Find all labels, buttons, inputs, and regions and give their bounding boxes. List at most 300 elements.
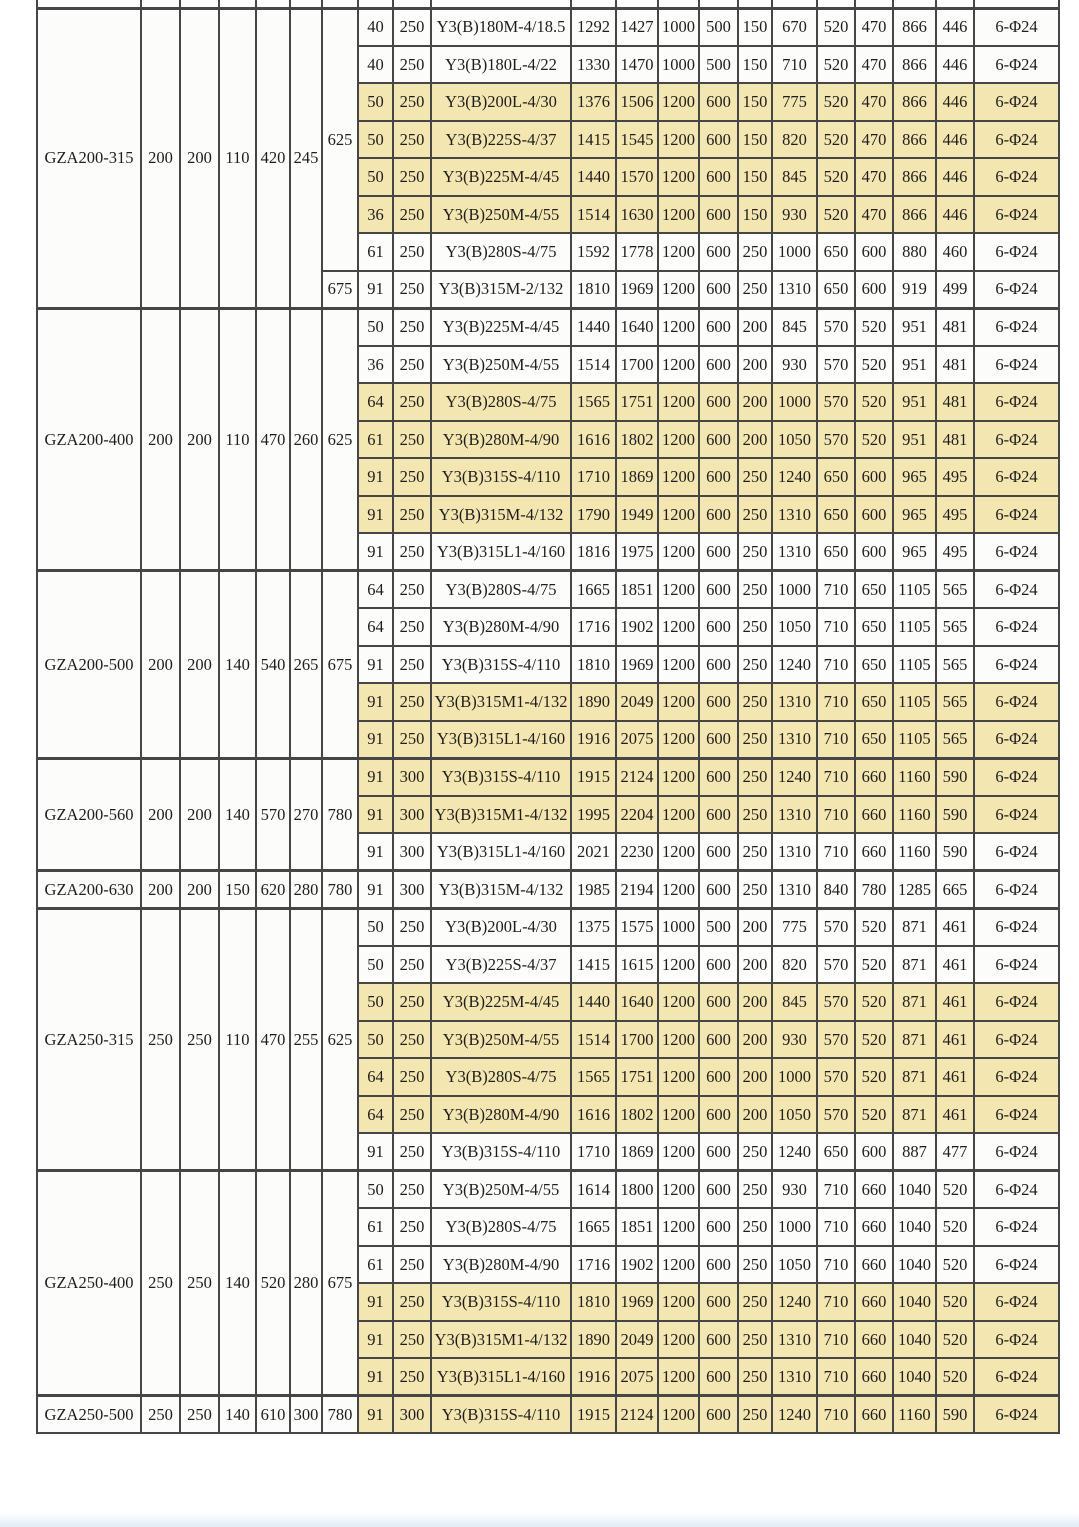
dim-cell: 420: [256, 8, 290, 308]
spec-value-cell: 250: [393, 458, 431, 496]
spec-value-cell: 200: [738, 946, 772, 984]
spec-value-cell: 1969: [616, 646, 658, 684]
spec-value-cell: 520: [855, 983, 893, 1021]
spec-value-cell: 50: [358, 158, 393, 196]
spec-value-cell: 446: [936, 46, 974, 84]
holes-spec-cell: 6-Φ24: [974, 8, 1059, 46]
cropped-row-cell: [616, 0, 658, 8]
holes-spec-cell: 6-Φ24: [974, 458, 1059, 496]
spec-value-cell: 250: [738, 646, 772, 684]
dim-cell: 520: [256, 1171, 290, 1396]
dim-cell: 570: [256, 758, 290, 871]
spec-value-cell: 1310: [772, 833, 817, 871]
spec-value-cell: 200: [738, 421, 772, 459]
spec-value-cell: 951: [893, 383, 936, 421]
spec-value-cell: 520: [855, 908, 893, 946]
spec-value-cell: 520: [817, 158, 855, 196]
spec-value-cell: 150: [738, 46, 772, 84]
spec-value-cell: 250: [393, 46, 431, 84]
spec-value-cell: 1310: [772, 721, 817, 759]
motor-model-cell: Y3(B)180M-4/18.5: [431, 8, 571, 46]
spec-value-cell: 1375: [571, 908, 616, 946]
spec-value-cell: 1615: [616, 946, 658, 984]
motor-model-cell: Y3(B)280M-4/90: [431, 1096, 571, 1134]
spec-value-cell: 1105: [893, 683, 936, 721]
spec-value-cell: 250: [738, 1133, 772, 1171]
spec-value-cell: 1285: [893, 871, 936, 909]
spec-value-cell: 461: [936, 1058, 974, 1096]
spec-value-cell: 1200: [658, 1133, 699, 1171]
spec-value-cell: 250: [393, 196, 431, 234]
dim-cell: 200: [141, 871, 180, 909]
spec-value-cell: 600: [699, 383, 738, 421]
motor-model-cell: Y3(B)315S-4/110: [431, 458, 571, 496]
spec-value-cell: 250: [393, 1283, 431, 1321]
spec-value-cell: 1802: [616, 1096, 658, 1134]
spec-value-cell: 600: [855, 1133, 893, 1171]
motor-model-cell: Y3(B)225S-4/37: [431, 121, 571, 159]
spec-value-cell: 460: [936, 233, 974, 271]
spec-value-cell: 600: [699, 421, 738, 459]
spec-value-cell: 1869: [616, 1133, 658, 1171]
spec-value-cell: 91: [358, 721, 393, 759]
spec-value-cell: 1915: [571, 1396, 616, 1434]
spec-value-cell: 660: [855, 1171, 893, 1209]
dim-cell: 250: [141, 1396, 180, 1434]
spec-value-cell: 1160: [893, 833, 936, 871]
spec-value-cell: 1050: [772, 421, 817, 459]
spec-value-cell: 866: [893, 196, 936, 234]
spec-value-cell: 91: [358, 271, 393, 309]
height-dim-cell: 625: [322, 908, 358, 1171]
dim-cell: 200: [141, 758, 180, 871]
spec-value-cell: 1105: [893, 571, 936, 609]
holes-spec-cell: 6-Φ24: [974, 1021, 1059, 1059]
spec-value-cell: 1440: [571, 158, 616, 196]
spec-value-cell: 1376: [571, 83, 616, 121]
spec-value-cell: 1810: [571, 271, 616, 309]
spec-value-cell: 660: [855, 833, 893, 871]
spec-value-cell: 520: [936, 1283, 974, 1321]
dim-cell: 150: [219, 871, 256, 909]
spec-value-cell: 1200: [658, 608, 699, 646]
spec-value-cell: 1816: [571, 533, 616, 571]
spec-value-cell: 250: [738, 1396, 772, 1434]
motor-model-cell: Y3(B)315M1-4/132: [431, 683, 571, 721]
spec-value-cell: 481: [936, 383, 974, 421]
spec-value-cell: 470: [855, 46, 893, 84]
spec-value-cell: 2049: [616, 1321, 658, 1359]
spec-value-cell: 64: [358, 1058, 393, 1096]
spec-value-cell: 600: [699, 1021, 738, 1059]
dim-cell: 200: [180, 871, 219, 909]
holes-spec-cell: 6-Φ24: [974, 1321, 1059, 1359]
motor-model-cell: Y3(B)280S-4/75: [431, 1058, 571, 1096]
spec-value-cell: 250: [393, 421, 431, 459]
spec-value-cell: 965: [893, 496, 936, 534]
spec-value-cell: 36: [358, 196, 393, 234]
spec-value-cell: 1710: [571, 458, 616, 496]
motor-model-cell: Y3(B)200L-4/30: [431, 83, 571, 121]
spec-value-cell: 1292: [571, 8, 616, 46]
holes-spec-cell: 6-Φ24: [974, 721, 1059, 759]
spec-value-cell: 1200: [658, 1321, 699, 1359]
spec-value-cell: 600: [699, 608, 738, 646]
spec-value-cell: 1200: [658, 571, 699, 609]
holes-spec-cell: 6-Φ24: [974, 571, 1059, 609]
motor-model-cell: Y3(B)225S-4/37: [431, 946, 571, 984]
spec-value-cell: 840: [817, 871, 855, 909]
spec-value-cell: 565: [936, 721, 974, 759]
model-cell: GZA250-315: [37, 908, 141, 1171]
spec-value-cell: 36: [358, 346, 393, 384]
spec-value-cell: 710: [817, 1321, 855, 1359]
spec-value-cell: 250: [393, 1208, 431, 1246]
cropped-row-cell: [936, 0, 974, 8]
spec-value-cell: 520: [817, 46, 855, 84]
spec-value-cell: 250: [393, 908, 431, 946]
spec-value-cell: 91: [358, 1133, 393, 1171]
spec-value-cell: 1105: [893, 646, 936, 684]
spec-value-cell: 250: [393, 1133, 431, 1171]
spec-value-cell: 710: [817, 608, 855, 646]
spec-value-cell: 1716: [571, 1246, 616, 1284]
spec-value-cell: 61: [358, 1246, 393, 1284]
spec-value-cell: 50: [358, 908, 393, 946]
spec-value-cell: 590: [936, 796, 974, 834]
spec-value-cell: 1040: [893, 1208, 936, 1246]
spec-value-cell: 1915: [571, 758, 616, 796]
spec-value-cell: 477: [936, 1133, 974, 1171]
spec-value-cell: 1710: [571, 1133, 616, 1171]
spec-value-cell: 1975: [616, 533, 658, 571]
spec-value-cell: 951: [893, 346, 936, 384]
spec-value-cell: 600: [699, 646, 738, 684]
cropped-row-cell: [974, 0, 1059, 8]
cropped-row-cell: [180, 0, 219, 8]
spec-value-cell: 91: [358, 458, 393, 496]
cropped-row-cell: [658, 0, 699, 8]
dim-cell: 110: [219, 308, 256, 571]
spec-value-cell: 250: [393, 308, 431, 346]
spec-value-cell: 600: [855, 458, 893, 496]
spec-value-cell: 61: [358, 1208, 393, 1246]
spec-value-cell: 1751: [616, 1058, 658, 1096]
holes-spec-cell: 6-Φ24: [974, 121, 1059, 159]
cropped-row-cell: [358, 0, 393, 8]
spec-value-cell: 50: [358, 1021, 393, 1059]
spec-value-cell: 40: [358, 8, 393, 46]
model-cell: GZA200-315: [37, 8, 141, 308]
spec-value-cell: 250: [393, 346, 431, 384]
motor-model-cell: Y3(B)315L1-4/160: [431, 533, 571, 571]
spec-value-cell: 1969: [616, 271, 658, 309]
spec-value-cell: 600: [699, 796, 738, 834]
dim-cell: 250: [180, 908, 219, 1171]
spec-value-cell: 250: [738, 1171, 772, 1209]
spec-value-cell: 600: [699, 721, 738, 759]
spec-value-cell: 1200: [658, 496, 699, 534]
motor-model-cell: Y3(B)280M-4/90: [431, 1246, 571, 1284]
spec-value-cell: 446: [936, 158, 974, 196]
spec-value-cell: 200: [738, 1058, 772, 1096]
dim-cell: 200: [180, 308, 219, 571]
spec-value-cell: 250: [393, 683, 431, 721]
holes-spec-cell: 6-Φ24: [974, 196, 1059, 234]
spec-value-cell: 1000: [658, 8, 699, 46]
spec-value-cell: 600: [855, 496, 893, 534]
spec-value-cell: 951: [893, 308, 936, 346]
spec-value-cell: 1200: [658, 271, 699, 309]
spec-value-cell: 250: [393, 233, 431, 271]
spec-value-cell: 250: [393, 646, 431, 684]
spec-value-cell: 1200: [658, 383, 699, 421]
spec-value-cell: 1640: [616, 308, 658, 346]
spec-value-cell: 600: [699, 833, 738, 871]
spec-value-cell: 650: [817, 271, 855, 309]
spec-value-cell: 1000: [772, 1058, 817, 1096]
spec-value-cell: 780: [855, 871, 893, 909]
spec-value-cell: 520: [855, 421, 893, 459]
dim-cell: 140: [219, 1171, 256, 1396]
spec-value-cell: 2204: [616, 796, 658, 834]
spec-value-cell: 1310: [772, 533, 817, 571]
spec-value-cell: 570: [817, 421, 855, 459]
spec-value-cell: 930: [772, 346, 817, 384]
spec-value-cell: 64: [358, 608, 393, 646]
spec-value-cell: 1200: [658, 83, 699, 121]
spec-value-cell: 91: [358, 833, 393, 871]
holes-spec-cell: 6-Φ24: [974, 83, 1059, 121]
spec-value-cell: 499: [936, 271, 974, 309]
spec-value-cell: 461: [936, 946, 974, 984]
spec-value-cell: 1310: [772, 1358, 817, 1396]
spec-value-cell: 600: [855, 233, 893, 271]
dim-cell: 610: [256, 1396, 290, 1434]
spec-value-cell: 590: [936, 1396, 974, 1434]
spec-value-cell: 600: [699, 1283, 738, 1321]
holes-spec-cell: 6-Φ24: [974, 271, 1059, 309]
spec-value-cell: 1200: [658, 196, 699, 234]
spec-value-cell: 1810: [571, 646, 616, 684]
spec-value-cell: 520: [936, 1208, 974, 1246]
holes-spec-cell: 6-Φ24: [974, 683, 1059, 721]
spec-value-cell: 481: [936, 421, 974, 459]
height-dim-cell: 625: [322, 308, 358, 571]
spec-value-cell: 1514: [571, 346, 616, 384]
spec-value-cell: 660: [855, 1396, 893, 1434]
spec-value-cell: 660: [855, 758, 893, 796]
spec-value-cell: 61: [358, 421, 393, 459]
spec-value-cell: 250: [738, 1283, 772, 1321]
spec-value-cell: 600: [855, 533, 893, 571]
dim-cell: 470: [256, 308, 290, 571]
spec-value-cell: 446: [936, 8, 974, 46]
spec-value-cell: 710: [817, 833, 855, 871]
spec-value-cell: 710: [817, 683, 855, 721]
cropped-row-cell: [37, 0, 141, 8]
motor-model-cell: Y3(B)225M-4/45: [431, 158, 571, 196]
spec-value-cell: 1105: [893, 608, 936, 646]
spec-value-cell: 565: [936, 608, 974, 646]
spec-value-cell: 600: [699, 1171, 738, 1209]
spec-value-cell: 1240: [772, 458, 817, 496]
cropped-row-cell: [141, 0, 180, 8]
dim-cell: 265: [290, 571, 322, 759]
spec-value-cell: 845: [772, 308, 817, 346]
spec-value-cell: 1778: [616, 233, 658, 271]
spec-value-cell: 495: [936, 533, 974, 571]
spec-value-cell: 1514: [571, 1021, 616, 1059]
spec-value-cell: 300: [393, 758, 431, 796]
spec-value-cell: 150: [738, 158, 772, 196]
spec-value-cell: 650: [855, 646, 893, 684]
spec-value-cell: 1869: [616, 458, 658, 496]
spec-value-cell: 1969: [616, 1283, 658, 1321]
dim-cell: 200: [180, 8, 219, 308]
spec-value-cell: 600: [699, 983, 738, 1021]
spec-value-cell: 200: [738, 383, 772, 421]
spec-value-cell: 1310: [772, 271, 817, 309]
spec-value-cell: 1640: [616, 983, 658, 1021]
spec-value-cell: 50: [358, 121, 393, 159]
spec-value-cell: 600: [699, 346, 738, 384]
spec-value-cell: 1040: [893, 1358, 936, 1396]
spec-value-cell: 250: [393, 1358, 431, 1396]
spec-value-cell: 1700: [616, 1021, 658, 1059]
spec-value-cell: 91: [358, 871, 393, 909]
spec-value-cell: 1310: [772, 683, 817, 721]
spec-value-cell: 470: [855, 83, 893, 121]
spec-value-cell: 1200: [658, 1096, 699, 1134]
spec-value-cell: 930: [772, 196, 817, 234]
spec-value-cell: 1200: [658, 458, 699, 496]
spec-value-cell: 1545: [616, 121, 658, 159]
spec-value-cell: 250: [738, 871, 772, 909]
spec-value-cell: 200: [738, 1096, 772, 1134]
spec-value-cell: 1800: [616, 1171, 658, 1209]
spec-value-cell: 150: [738, 8, 772, 46]
holes-spec-cell: 6-Φ24: [974, 1246, 1059, 1284]
motor-model-cell: Y3(B)225M-4/45: [431, 983, 571, 1021]
spec-value-cell: 250: [393, 1321, 431, 1359]
spec-value-cell: 590: [936, 758, 974, 796]
spec-value-cell: 250: [738, 271, 772, 309]
spec-value-cell: 650: [855, 608, 893, 646]
height-dim-cell: 625: [322, 8, 358, 271]
spec-value-cell: 461: [936, 908, 974, 946]
spec-value-cell: 600: [855, 271, 893, 309]
dim-cell: 245: [290, 8, 322, 308]
motor-model-cell: Y3(B)315L1-4/160: [431, 833, 571, 871]
spec-value-cell: 1200: [658, 758, 699, 796]
spec-value-cell: 461: [936, 983, 974, 1021]
spec-value-cell: 250: [738, 571, 772, 609]
spec-value-cell: 250: [738, 796, 772, 834]
height-dim-cell: 675: [322, 271, 358, 309]
bottom-tint: [0, 1513, 1079, 1527]
spec-value-cell: 1200: [658, 158, 699, 196]
motor-model-cell: Y3(B)280S-4/75: [431, 233, 571, 271]
spec-value-cell: 600: [699, 1208, 738, 1246]
spec-value-cell: 1514: [571, 196, 616, 234]
spec-value-cell: 1040: [893, 1246, 936, 1284]
spec-value-cell: 50: [358, 946, 393, 984]
spec-value-cell: 710: [817, 571, 855, 609]
spec-value-cell: 1614: [571, 1171, 616, 1209]
spec-value-cell: 710: [817, 1208, 855, 1246]
spec-value-cell: 951: [893, 421, 936, 459]
holes-spec-cell: 6-Φ24: [974, 1283, 1059, 1321]
spec-value-cell: 250: [393, 121, 431, 159]
spec-value-cell: 495: [936, 458, 974, 496]
dim-cell: 140: [219, 571, 256, 759]
spec-value-cell: 1040: [893, 1321, 936, 1359]
spec-value-cell: 1200: [658, 421, 699, 459]
spec-value-cell: 1949: [616, 496, 658, 534]
spec-value-cell: 250: [393, 1171, 431, 1209]
spec-value-cell: 470: [855, 8, 893, 46]
spec-value-cell: 300: [393, 796, 431, 834]
dim-cell: 200: [141, 8, 180, 308]
spec-value-cell: 1630: [616, 196, 658, 234]
spec-value-cell: 1916: [571, 1358, 616, 1396]
spec-value-cell: 250: [738, 1246, 772, 1284]
spec-value-cell: 871: [893, 1021, 936, 1059]
spec-value-cell: 250: [393, 496, 431, 534]
model-cell: GZA200-500: [37, 571, 141, 759]
spec-value-cell: 91: [358, 1321, 393, 1359]
spec-value-cell: 91: [358, 1283, 393, 1321]
spec-value-cell: 600: [699, 121, 738, 159]
spec-value-cell: 461: [936, 1021, 974, 1059]
motor-model-cell: Y3(B)200L-4/30: [431, 908, 571, 946]
holes-spec-cell: 6-Φ24: [974, 1358, 1059, 1396]
spec-value-cell: 1105: [893, 721, 936, 759]
spec-value-cell: 1506: [616, 83, 658, 121]
spec-value-cell: 520: [817, 8, 855, 46]
spec-value-cell: 150: [738, 121, 772, 159]
spec-value-cell: 570: [817, 308, 855, 346]
spec-value-cell: 1802: [616, 421, 658, 459]
spec-value-cell: 300: [393, 1396, 431, 1434]
spec-value-cell: 300: [393, 833, 431, 871]
model-cell: GZA250-500: [37, 1396, 141, 1434]
spec-value-cell: 520: [936, 1171, 974, 1209]
spec-value-cell: 866: [893, 83, 936, 121]
holes-spec-cell: 6-Φ24: [974, 158, 1059, 196]
spec-value-cell: 660: [855, 1208, 893, 1246]
spec-value-cell: 50: [358, 983, 393, 1021]
model-cell: GZA200-400: [37, 308, 141, 571]
spec-value-cell: 570: [817, 1058, 855, 1096]
spec-value-cell: 250: [393, 271, 431, 309]
spec-value-cell: 91: [358, 646, 393, 684]
spec-value-cell: 520: [936, 1358, 974, 1396]
cropped-row-cell: [893, 0, 936, 8]
spec-value-cell: 50: [358, 308, 393, 346]
holes-spec-cell: 6-Φ24: [974, 46, 1059, 84]
spec-value-cell: 570: [817, 383, 855, 421]
motor-model-cell: Y3(B)315L1-4/160: [431, 1358, 571, 1396]
spec-value-cell: 919: [893, 271, 936, 309]
spec-value-cell: 710: [817, 796, 855, 834]
spec-value-cell: 250: [393, 8, 431, 46]
spec-value-cell: 1902: [616, 608, 658, 646]
spec-value-cell: 520: [855, 1096, 893, 1134]
spec-value-cell: 1160: [893, 758, 936, 796]
holes-spec-cell: 6-Φ24: [974, 758, 1059, 796]
